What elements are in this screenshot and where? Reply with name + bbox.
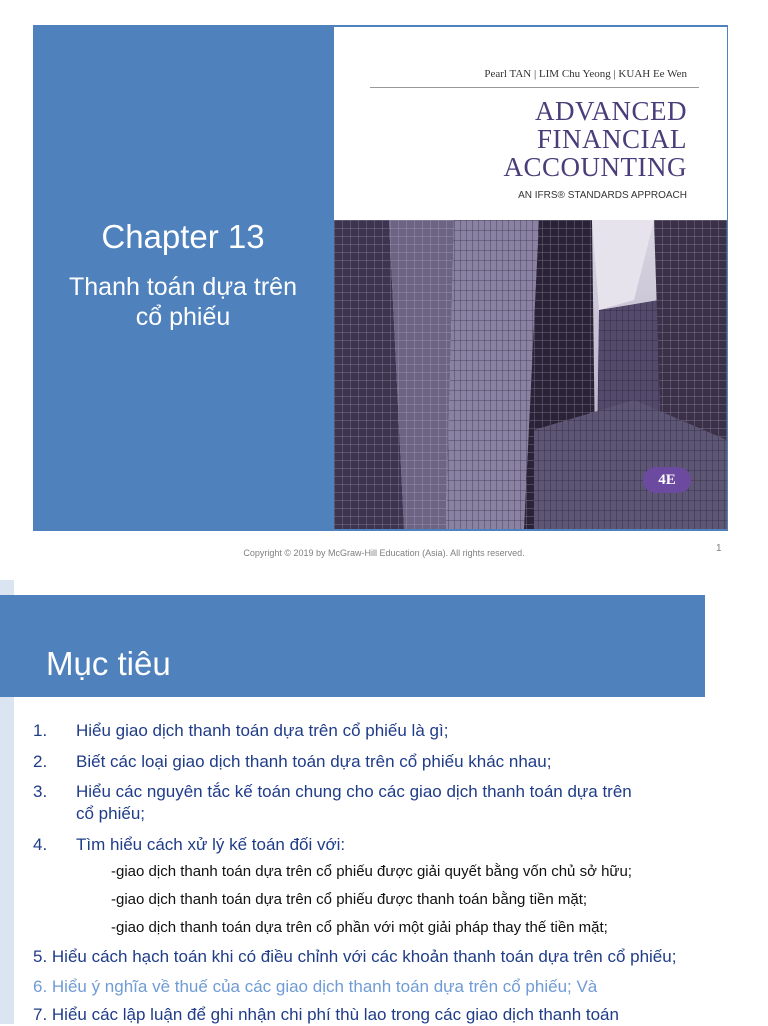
objective-text: Hiểu giao dịch thanh toán dựa trên cổ phiếu là gì; xyxy=(76,721,449,740)
objective-text: Biết các loại giao dịch thanh toán dựa trên cổ phiếu khác nhau; xyxy=(76,752,552,771)
objectives-slide xyxy=(0,580,768,1024)
objective-number: 2. xyxy=(33,752,48,771)
objective-item-7: 7. Hiểu các lập luận để ghi nhận chi phí thù lao trong các giao dịch thanh toán xyxy=(33,1005,619,1024)
book-title-line-2: FINANCIAL xyxy=(537,124,687,154)
author-divider xyxy=(370,87,699,88)
chapter-title: Chapter 13 xyxy=(101,218,265,255)
copyright-notice: Copyright © 2019 by McGraw-Hill Education (Asia). All rights reserved. xyxy=(243,548,525,558)
objective-number: 1. xyxy=(33,721,48,740)
objectives-title: Mục tiêu xyxy=(46,645,171,682)
objectives-header xyxy=(0,595,705,697)
book-title-line-3: ACCOUNTING xyxy=(503,152,687,182)
objective-text: Tìm hiểu cách xử lý kế toán đối với: xyxy=(76,835,346,854)
book-subtitle: AN IFRS® STANDARDS APPROACH xyxy=(518,190,687,201)
slide-number: 1 xyxy=(716,543,722,554)
objective-number: 4. xyxy=(33,835,48,854)
edition-badge: 4E xyxy=(643,467,691,493)
book-cover xyxy=(334,27,727,529)
chapter-subtitle-line-2: cổ phiếu xyxy=(135,303,231,331)
book-title xyxy=(504,97,688,181)
book-title-line-1: ADVANCED xyxy=(534,96,687,126)
objective-number: 3. xyxy=(33,782,48,801)
sub-item-cash-settled: -giao dịch thanh toán dựa trên cổ phiếu được thanh toán bằng tiền mặt; xyxy=(111,891,588,908)
chapter-subtitle xyxy=(33,272,333,332)
objective-text-continued: cổ phiếu; xyxy=(76,804,145,823)
chapter-subtitle-line-1: Thanh toán dựa trên xyxy=(68,273,297,301)
sub-item-cash-alternative: -giao dịch thanh toán dựa trên cổ phần với một giải pháp thay thế tiền mặt; xyxy=(111,919,608,936)
sub-item-equity-settled: -giao dịch thanh toán dựa trên cổ phiếu được giải quyết bằng vốn chủ sở hữu; xyxy=(111,863,632,880)
objective-text: Hiểu các nguyên tắc kế toán chung cho các giao dịch thanh toán dựa trên xyxy=(76,782,632,801)
objective-item-5: 5. Hiểu cách hạch toán khi có điều chỉnh với các khoản thanh toán dựa trên cổ phiếu; xyxy=(33,947,677,966)
book-authors: Pearl TAN | LIM Chu Yeong | KUAH Ee Wen xyxy=(484,68,687,80)
objective-item-6: 6. Hiểu ý nghĩa về thuế của các giao dịch thanh toán dựa trên cổ phiếu; Và xyxy=(33,977,598,996)
